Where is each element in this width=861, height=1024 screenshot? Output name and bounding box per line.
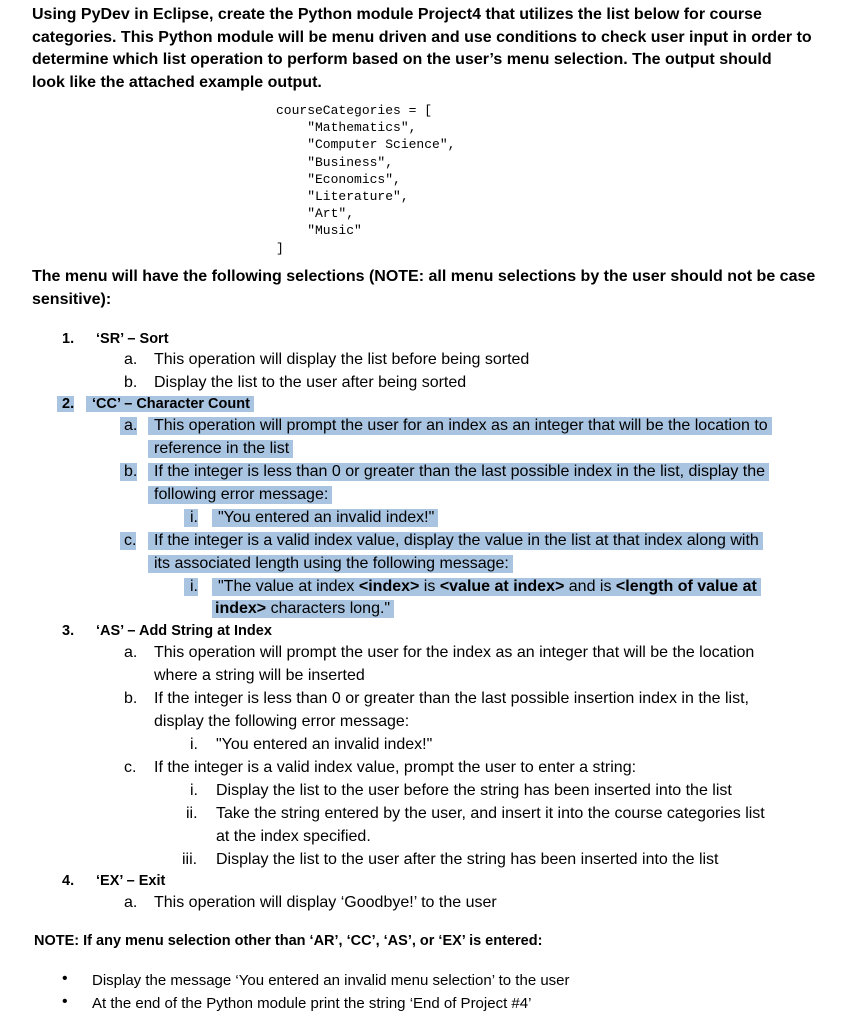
as-a-text: This operation will prompt the user for the index as an integer that will be the location bbox=[154, 644, 755, 661]
intro-paragraph bbox=[32, 4, 842, 95]
as-ci-text: Display the list to the user before the string has been inserted into the list bbox=[216, 782, 732, 799]
sub-sub-label: i. bbox=[184, 578, 198, 596]
as-cii-text: Take the string entered by the user, and insert it into the course categories list bbox=[216, 805, 765, 822]
sub-label: b. bbox=[120, 463, 137, 481]
sr-title: ‘SR’ – Sort bbox=[96, 331, 169, 347]
menu-intro bbox=[32, 266, 815, 311]
bullet-icon: • bbox=[62, 970, 68, 987]
as-cii-text: at the index specified. bbox=[216, 828, 371, 845]
sr-a-text: This operation will display the list before being sorted bbox=[154, 351, 530, 368]
intro-line: Using PyDev in Eclipse, create the Python module Project4 that utilizes the list below for course bbox=[32, 6, 762, 23]
as-b-text: If the integer is less than 0 or greater than the last possible insertion index in the list, bbox=[154, 690, 749, 707]
sub-label: a. bbox=[124, 644, 138, 661]
msg-part: characters long." bbox=[266, 600, 391, 617]
cc-a-text: reference in the list bbox=[148, 440, 293, 458]
menu-intro-line: sensitive): bbox=[32, 290, 112, 308]
sub-label: a. bbox=[124, 894, 138, 911]
intro-line: determine which list operation to perform based on the user’s menu selection. The output should bbox=[32, 51, 772, 69]
as-ciii-text: Display the list to the user after the string has been inserted into the list bbox=[216, 851, 719, 868]
code-line: "Mathematics", bbox=[276, 120, 417, 136]
item-number: 3. bbox=[62, 623, 75, 639]
as-error-message: "You entered an invalid index!" bbox=[216, 736, 433, 753]
cc-title: ‘CC’ – Character Count bbox=[86, 396, 254, 412]
sub-label: b. bbox=[124, 374, 138, 391]
cc-a-text: This operation will prompt the user for an index as an integer that will be the location to bbox=[148, 417, 772, 435]
code-line: "Economics", bbox=[276, 171, 401, 187]
item-number: 1. bbox=[62, 331, 75, 347]
sub-sub-label: i. bbox=[190, 782, 198, 799]
msg-placeholder-index: <index> bbox=[358, 578, 420, 595]
bullet-icon: • bbox=[62, 993, 68, 1010]
as-c-text: If the integer is a valid index value, prompt the user to enter a string: bbox=[154, 759, 637, 776]
cc-c-text: If the integer is a valid index value, display the value in the list at that index along with bbox=[148, 532, 763, 550]
sub-sub-label: iii. bbox=[182, 851, 198, 868]
code-line: "Music" bbox=[276, 223, 362, 239]
code-line: "Computer Science", bbox=[276, 137, 456, 153]
cc-error-message: "You entered an invalid index!" bbox=[212, 509, 438, 527]
msg-part: "The value at index bbox=[218, 578, 359, 595]
sr-b-text: Display the list to the user after being sorted bbox=[154, 374, 467, 391]
cc-value-message-cont bbox=[212, 600, 394, 618]
note-heading: NOTE: If any menu selection other than ‘AR’, ‘CC’, ‘AS’, or ‘EX’ is entered: bbox=[34, 933, 543, 949]
item-number: 4. bbox=[62, 873, 75, 889]
sub-sub-label: i. bbox=[184, 509, 198, 527]
menu-intro-line: The menu will have the following selections (NOTE: all menu selections by the user should not be case bbox=[32, 268, 816, 285]
sub-label: a. bbox=[124, 351, 138, 368]
bullet-text: Display the message ‘You entered an invalid menu selection’ to the user bbox=[92, 972, 570, 989]
cc-b-text: If the integer is less than 0 or greater than the last possible index in the list, display the bbox=[148, 463, 769, 481]
as-a-text: where a string will be inserted bbox=[154, 667, 365, 684]
sub-label: a. bbox=[120, 417, 137, 435]
ex-a-text: This operation will display ‘Goodbye!’ to the user bbox=[154, 894, 497, 911]
as-b-text: display the following error message: bbox=[154, 713, 410, 730]
msg-placeholder-value: <value at index> bbox=[439, 578, 565, 595]
msg-part: and is bbox=[564, 578, 616, 595]
sub-sub-label: ii. bbox=[186, 805, 198, 822]
ex-title: ‘EX’ – Exit bbox=[96, 873, 166, 889]
sub-sub-label: i. bbox=[190, 736, 198, 753]
msg-part: is bbox=[419, 578, 440, 595]
sub-label: c. bbox=[124, 759, 137, 776]
code-line: courseCategories = [ bbox=[276, 103, 433, 118]
code-line: "Art", bbox=[276, 206, 355, 222]
msg-placeholder-length: index> bbox=[215, 600, 267, 617]
code-line: "Literature", bbox=[276, 189, 409, 205]
cc-c-text: its associated length using the following message: bbox=[148, 555, 513, 573]
code-block bbox=[276, 102, 455, 257]
sub-label: c. bbox=[120, 532, 136, 550]
intro-line: look like the attached example output. bbox=[32, 74, 322, 92]
item-number: 2. bbox=[57, 396, 74, 412]
code-line: ] bbox=[276, 240, 284, 256]
cc-value-message bbox=[212, 578, 761, 596]
cc-b-text: following error message: bbox=[148, 486, 332, 504]
as-title: ‘AS’ – Add String at Index bbox=[96, 623, 272, 639]
msg-placeholder-length: <length of value at bbox=[615, 578, 757, 595]
bullet-text: At the end of the Python module print the string ‘End of Project #4’ bbox=[92, 995, 532, 1012]
code-line: "Business", bbox=[276, 154, 394, 170]
intro-line: categories. This Python module will be menu driven and use conditions to check user input in order to bbox=[32, 28, 812, 46]
sub-label: b. bbox=[124, 690, 138, 707]
